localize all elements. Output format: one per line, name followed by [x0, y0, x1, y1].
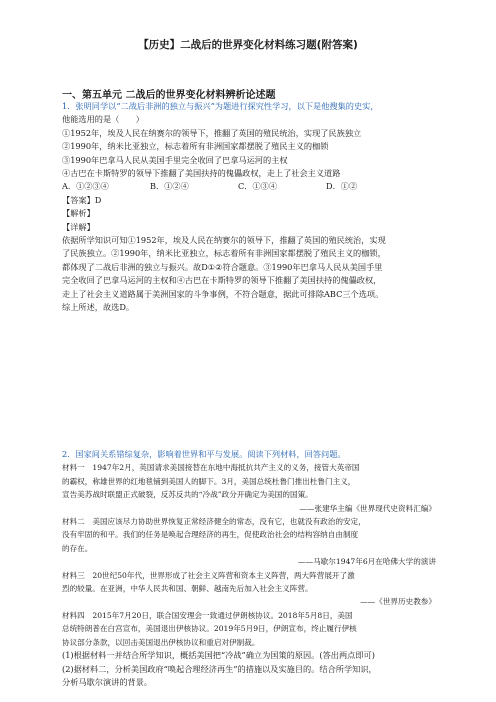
q1-answer: 【答案】D	[62, 194, 102, 205]
q2-subquestion: (2)据材料二，分析美国政府“唤起合理经济再生”的措施以及实施目的。结合所学知识，	[62, 663, 377, 674]
material-3-line: 材料三 20世纪50年代，世界形成了社会主义阵营和资本主义阵营，两大阵营展开了激	[62, 570, 355, 580]
material-4-line: 总统特朗普在白宫宣布，美国退出伊核协议。2019年5月9日，伊朗宣布，终止履行伊核	[62, 624, 357, 634]
q2-subquestion: 分析马歇尔演讲的背景。	[62, 676, 153, 687]
material-2-line: 材料二 美国应该尽力协助世界恢复正常经济健全的常态，没有它，也就没有政治的安定，	[62, 517, 366, 527]
q1-explain-line: 走上了社会主义道路属于美洲国家的斗争事例，不符合题意，据此可排除ABC三个选项。	[62, 288, 384, 299]
material-2-line: 的存在。	[62, 543, 93, 553]
q2-stem: 2．国家间关系错综复杂，影响着世界和平与发展。阅读下列材料，回答问题。	[62, 449, 346, 459]
q1-item: ②1990年，纳米比亚独立，标志着所有非洲国家都摆脱了殖民主义的枷锁	[62, 141, 329, 152]
q1-explain-line: 都体现了二战后非洲的独立与振兴。故D①②符合题意。③1990年巴拿马人民从美国手里	[62, 261, 383, 272]
material-4-line: 协议部分条款，以回击美国退出伊核协议和重启对伊制裁。	[62, 637, 260, 647]
q1-stem-line: 1．张明同学以“二战后非洲的独立与振兴”为题进行探究性学习，以下是他搜集的史实，	[62, 101, 379, 111]
q1-explain-line: 完全收回了巴拿马运河的主权和④古巴在卡斯特罗的领导下推翻了美国扶持的傀儡政权，	[62, 275, 382, 286]
q1-explain-line: 综上所述，故选D。	[62, 302, 135, 313]
q1-analysis-label: 【解析】	[62, 208, 95, 219]
q1-item: ③1990年巴拿马人民从美国手里完全收回了巴拿马运河的主权	[62, 154, 288, 165]
option-a: A．①②③④	[62, 181, 109, 192]
q1-explain-line: 了民族独立。②1990年，纳米比亚独立，标志着所有非洲国家都摆脱了殖民主义的枷锁，	[62, 248, 386, 259]
material-1-line: 材料一 1947年2月，英国请求美国接替在东地中海抵抗共产主义的义务，接管大英帝国	[62, 463, 360, 473]
material-1-source: ——张建华主编《世界现代史资料汇编》	[299, 503, 436, 513]
q1-explain-line: 依据所学知识可知①1952年，埃及人民在纳赛尔的领导下，推翻了英国的殖民统治，实现	[62, 235, 386, 246]
q1-options	[62, 180, 442, 193]
unit-heading: 一、第五单元 二战后的世界变化材料辨析论述题	[62, 90, 276, 101]
material-1-line: 的霸权，称雄世界的红地毯铺到美国人的脚下。3月，美国总统杜鲁门推出杜鲁门主义，	[62, 476, 356, 486]
q1-item: ④古巴在卡斯特罗的领导下推翻了美国扶持的傀儡政权，走上了社会主义道路	[62, 168, 341, 179]
q1-item: ①1952年，埃及人民在纳赛尔的领导下，推翻了英国的殖民统治，实现了民族独立	[62, 127, 362, 138]
material-1-line: 宣告美苏战时联盟正式破裂，反苏反共的“冷战”政分开确定为美国的国策。	[62, 490, 313, 500]
q1-detail-label: 【详解】	[62, 221, 95, 232]
q2-subquestion: (1)根据材料一并结合所学知识，概括美国把“冷战”确立为国策的原因。(答出两点即可)	[62, 650, 375, 661]
option-c: C．①③④	[238, 181, 278, 192]
material-3-line: 烈的较量。在亚洲，中华人民共和国、朝鲜、越南先后加入社会主义阵营。	[62, 584, 313, 594]
question-1	[62, 100, 442, 315]
material-4-line: 材料四 2015年7月20日，联合国安理会一致通过伊朗核协议。2018年5月8日，美国	[62, 610, 353, 620]
option-d: D．①②	[326, 181, 358, 192]
document-title: 【历史】二战后的世界变化材料练习题(附答案)	[138, 39, 358, 51]
material-2-source: ——马歇尔1947年6月在哈佛大学的演讲	[297, 557, 436, 567]
option-b: B．①②④	[150, 181, 189, 192]
material-3-source: ——《世界历史教参》	[360, 597, 436, 607]
material-2-line: 没有牢固的和平。我们的任务是唤起合理经济的再生，促使政治社会的结构容纳自由制度	[62, 530, 359, 540]
q1-stem-line: 他能选用的是（ ）	[62, 114, 144, 125]
question-2	[62, 448, 442, 689]
